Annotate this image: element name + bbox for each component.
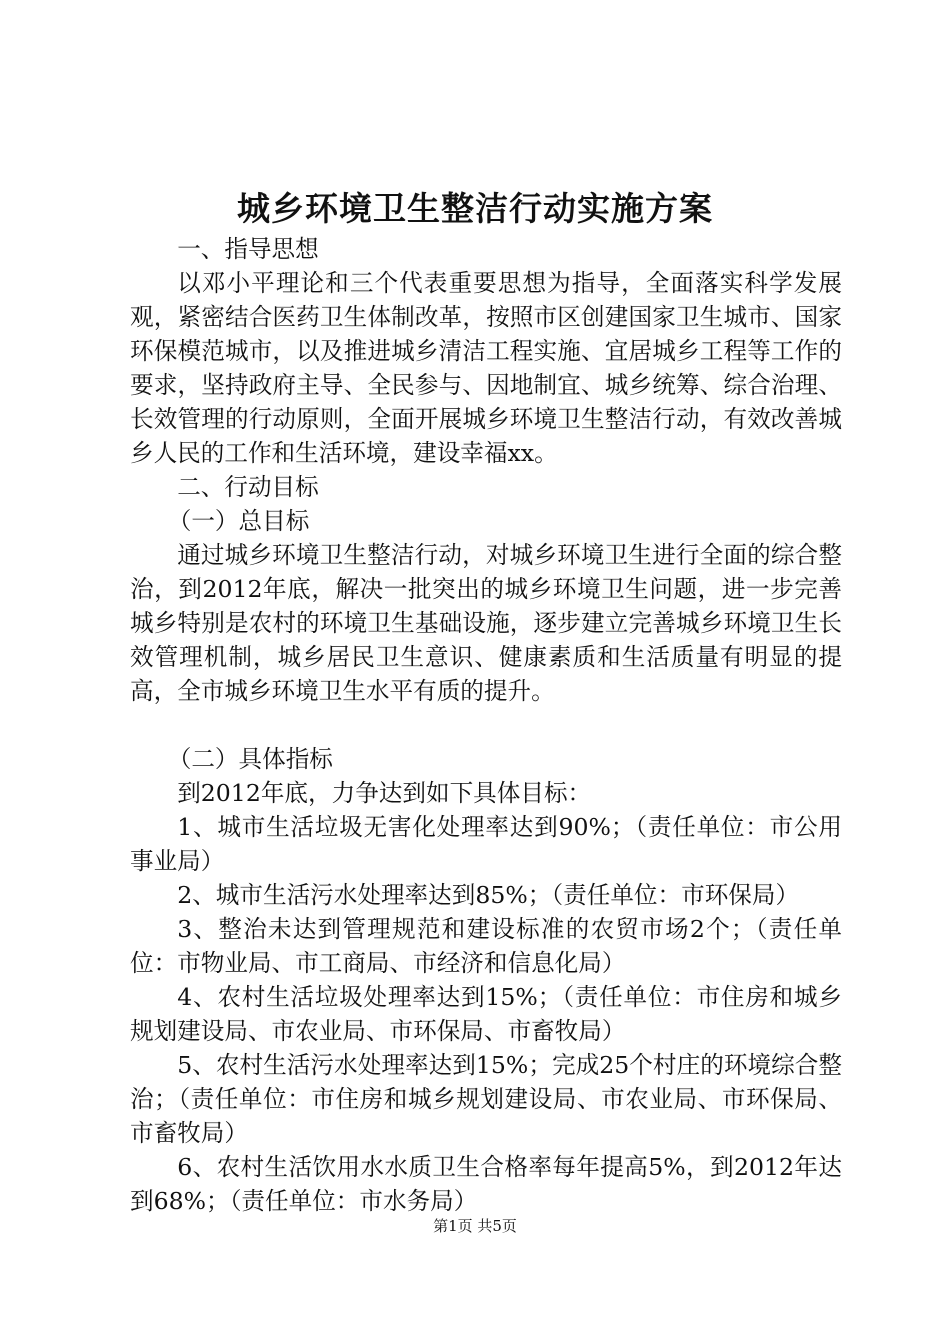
target-item: 5、农村生活污水处理率达到15%；完成25个村庄的环境综合整治；（责任单位：市住房和城乡规划建设局、市农业局、市环保局、市畜牧局） bbox=[130, 1051, 842, 1147]
target-item: 3、整治未达到管理规范和建设标准的农贸市场2个；（责任单位：市物业局、市工商局、市经济和信息化局） bbox=[130, 915, 842, 977]
target-item: 6、农村生活饮用水水质卫生合格率每年提高5%，到2012年达到68%；（责任单位：市水务局） bbox=[130, 1153, 842, 1215]
target-item: 4、农村生活垃圾处理率达到15%；（责任单位：市住房和城乡规划建设局、市农业局、市环保局、市畜牧局） bbox=[130, 983, 842, 1045]
document-title: 城乡环境卫生整洁行动实施方案 bbox=[237, 189, 713, 228]
page-footer: 第1页 共5页 bbox=[433, 1217, 517, 1235]
subheading-specific-indicators: （二）具体指标 bbox=[167, 745, 333, 773]
paragraph-overall-goal: 通过城乡环境卫生整洁行动，对城乡环境卫生进行全面的综合整治，到2012年底，解决一批突出的城乡环境卫生问题，进一步完善城乡特别是农村的环境卫生基础设施，逐步建立完善城乡环境卫生长效管理机制，城乡居民卫生意识、健康素质和生活质量有明显的提高，全市城乡环境卫生水平有质的提升。 bbox=[130, 541, 842, 705]
paragraph-indicators-intro: 到2012年底，力争达到如下具体目标： bbox=[177, 779, 592, 807]
target-item: 1、城市生活垃圾无害化处理率达到90%；（责任单位：市公用事业局） bbox=[130, 813, 842, 875]
subheading-overall-goal: （一）总目标 bbox=[167, 507, 310, 535]
paragraph-spacer bbox=[130, 708, 842, 742]
target-item: 2、城市生活污水处理率达到85%；（责任单位：市环保局） bbox=[177, 881, 800, 909]
paragraph-guiding-ideology: 以邓小平理论和三个代表重要思想为指导，全面落实科学发展观，紧密结合医药卫生体制改革，按照市区创建国家卫生城市、国家环保模范城市，以及推进城乡清洁工程实施、宜居城乡工程等工作的要求，坚持政府主导、全民参与、因地制宜、城乡统筹、综合治理、长效管理的行动原则，全面开展城乡环境卫生整洁行动，有效改善城乡人民的工作和生活环境，建设幸福xx。 bbox=[130, 269, 842, 467]
section-heading-guiding-ideology: 一、指导思想 bbox=[177, 235, 319, 263]
document-body bbox=[130, 232, 842, 1218]
section-heading-action-goals: 二、行动目标 bbox=[177, 473, 319, 501]
